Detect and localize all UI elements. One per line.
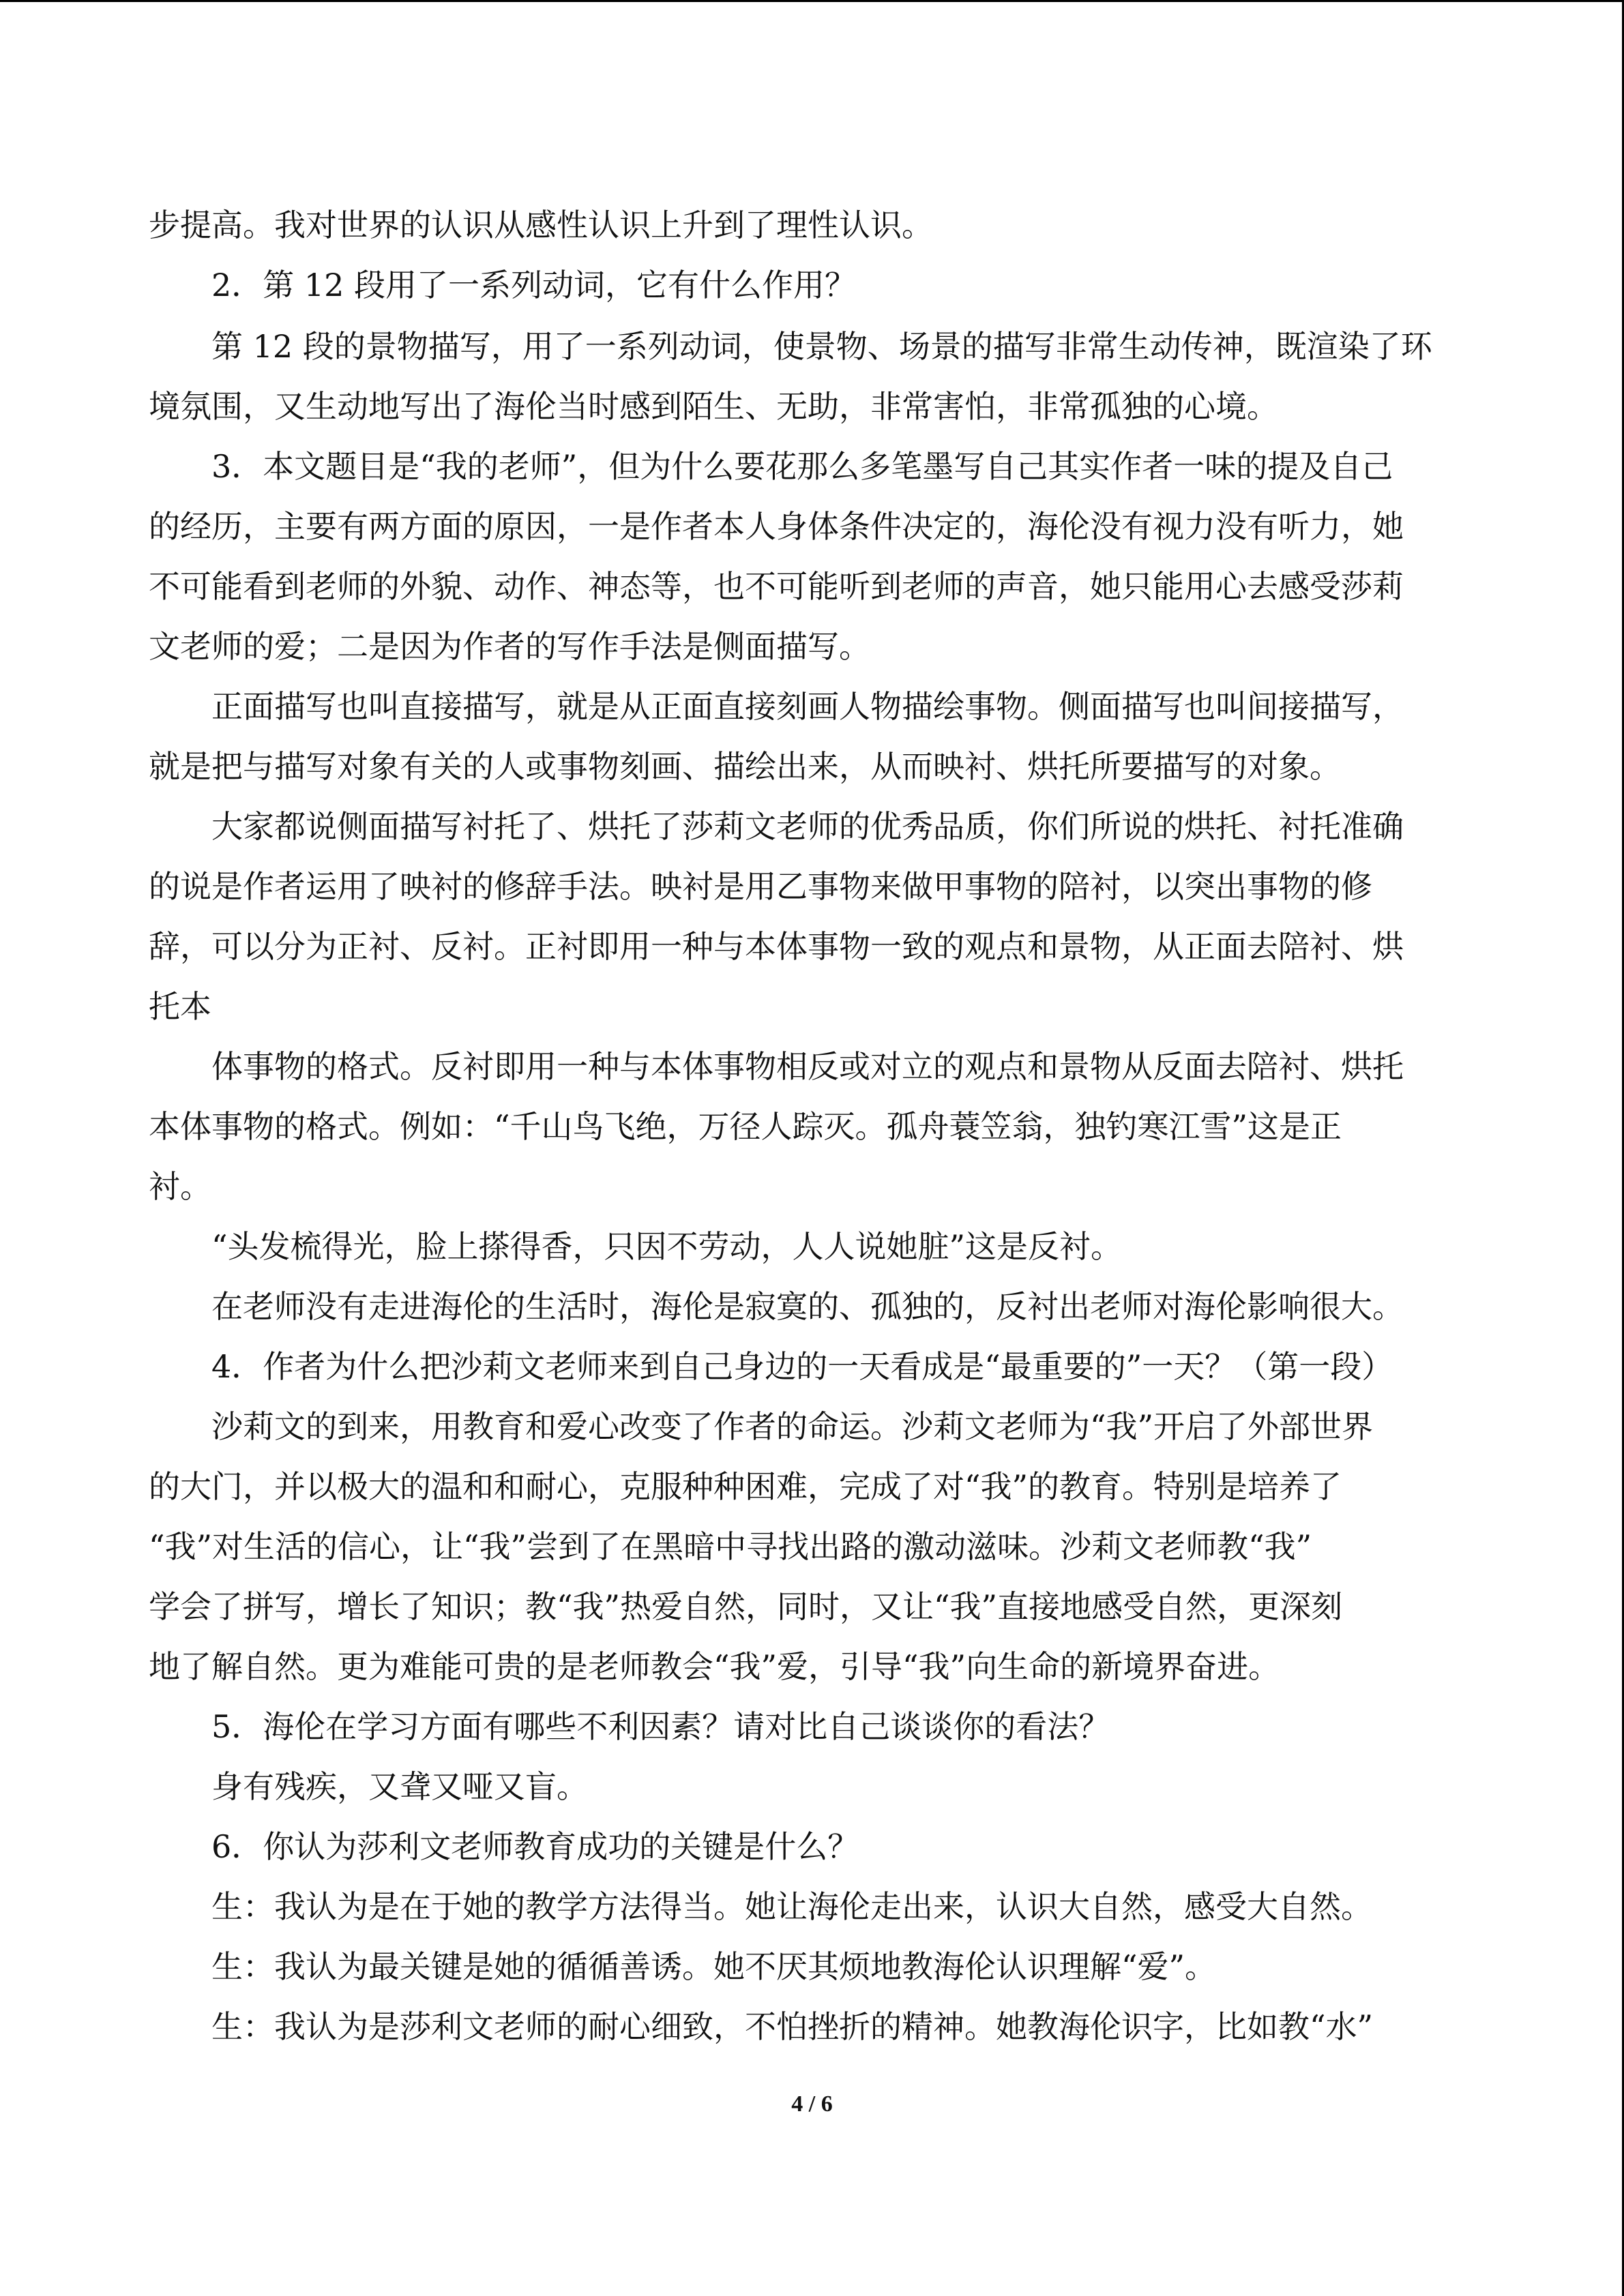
text-line: “我”对生活的信心，让“我”尝到了在黑暗中寻找出路的激动滋味。沙莉文老师教“我” [149,1528,1312,1565]
question-line: 2．第 12 段用了一系列动词，它有什么作用？ [211,267,857,303]
text-line: 沙莉文的到来，用教育和爱心改变了作者的命运。沙莉文老师为“我”开启了外部世界 [211,1408,1374,1445]
text-line: 学会了拼写，增长了知识；教“我”热爱自然，同时，又让“我”直接地感受自然，更深刻 [149,1588,1343,1625]
question-line: 3．本文题目是“我的老师”，但为什么要花那么多笔墨写自己其实作者一味的提及自己 [211,448,1393,485]
text-line: 大家都说侧面描写衬托了、烘托了莎莉文老师的优秀品质，你们所说的烘托、衬托准确 [211,808,1404,845]
text-line: 步提高。我对世界的认识从感性认识上升到了理性认识。 [149,207,933,243]
text-line: 文老师的爱；二是因为作者的写作手法是侧面描写。 [149,628,870,665]
question-line: 6．你认为莎利文老师教育成功的关键是什么？ [211,1828,859,1865]
text-line: 生：我认为最关键是她的循循善诱。她不厌其烦地教海伦认识理解“爱”。 [211,1948,1217,1985]
text-line: 本体事物的格式。例如：“千山鸟飞绝，万径人踪灭。孤舟蓑笠翁，独钓寒江雪”这是正 [149,1108,1342,1145]
text-line: 不可能看到老师的外貌、动作、神态等，也不可能听到老师的声音，她只能用心去感受莎莉 [149,568,1404,605]
page-number: 4 / 6 [791,2091,833,2117]
text-line: 第 12 段的景物描写，用了一系列动词，使景物、场景的描写非常生动传神，既渲染了环 [211,328,1432,365]
text-line: 在老师没有走进海伦的生活时，海伦是寂寞的、孤独的，反衬出老师对海伦影响很大。 [211,1288,1404,1325]
text-line: 的大门，并以极大的温和和耐心，克服种种困难，完成了对“我”的教育。特别是培养了 [149,1468,1342,1505]
text-line: 的经历，主要有两方面的原因，一是作者本人身体条件决定的，海伦没有视力没有听力，她 [149,508,1404,545]
question-line: 5．海伦在学习方面有哪些不利因素？请对比自己谈谈你的看法？ [211,1708,1110,1745]
text-line: 正面描写也叫直接描写，就是从正面直接刻画人物描绘事物。侧面描写也叫间接描写， [211,688,1404,725]
text-line: 衬。 [149,1168,211,1205]
text-line: “头发梳得光，脸上搽得香，只因不劳动，人人说她脏”这是反衬。 [211,1228,1123,1265]
text-line: 体事物的格式。反衬即用一种与本体事物相反或对立的观点和景物从反面去陪衬、烘托 [211,1048,1404,1085]
text-line: 身有残疾，又聋又哑又盲。 [211,1768,588,1805]
text-line: 辞，可以分为正衬、反衬。正衬即用一种与本体事物一致的观点和景物，从正面去陪衬、烘 [149,928,1404,965]
text-line: 就是把与描写对象有关的人或事物刻画、描绘出来，从而映衬、烘托所要描写的对象。 [149,748,1341,785]
text-line: 地了解自然。更为难能可贵的是老师教会“我”爱，引导“我”向生命的新境界奋进。 [149,1648,1280,1685]
text-line: 托本 [149,988,211,1025]
text-line: 生：我认为是莎利文老师的耐心细致，不怕挫折的精神。她教海伦识字，比如教“水” [211,2008,1374,2045]
question-line: 4．作者为什么把沙莉文老师来到自己身边的一天看成是“最重要的”一天？（第一段） [211,1348,1393,1385]
text-line: 生：我认为是在于她的教学方法得当。她让海伦走出来，认识大自然，感受大自然。 [211,1888,1372,1925]
text-line: 境氛围，又生动地写出了海伦当时感到陌生、无助，非常害怕，非常孤独的心境。 [149,388,1278,425]
text-line: 的说是作者运用了映衬的修辞手法。映衬是用乙事物来做甲事物的陪衬，以突出事物的修 [149,868,1372,905]
